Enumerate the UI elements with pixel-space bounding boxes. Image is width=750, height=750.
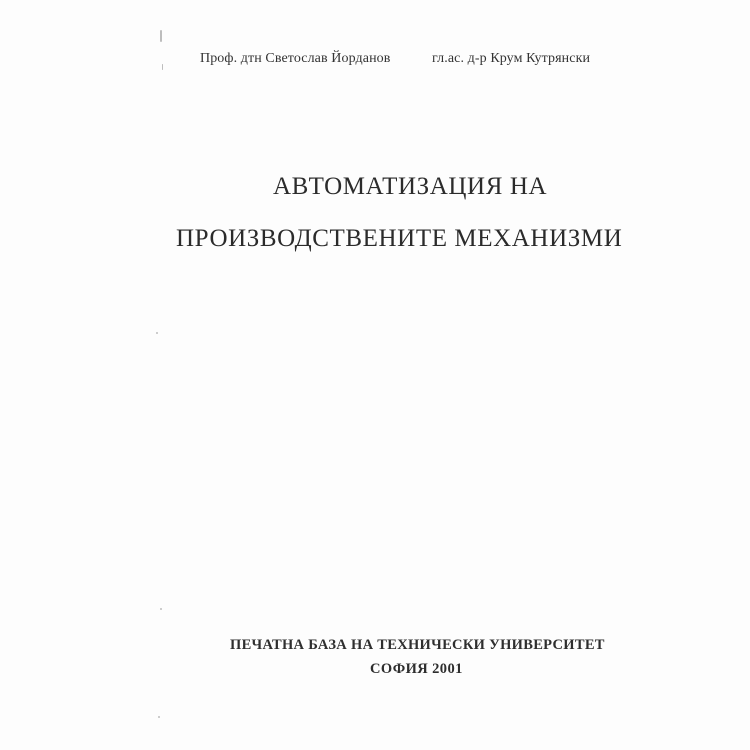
author-primary: Проф. дтн Светослав Йорданов bbox=[200, 51, 391, 66]
book-title-line-1: АВТОМАТИЗАЦИЯ НА bbox=[273, 173, 548, 200]
book-title-line-2: ПРОИЗВОДСТВЕНИТЕ МЕХАНИЗМИ bbox=[176, 225, 623, 252]
author-secondary: гл.ас. д-р Крум Кутрянски bbox=[432, 51, 591, 66]
scan-speck bbox=[156, 332, 158, 334]
publisher-name: ПЕЧАТНА БАЗА НА ТЕХНИЧЕСКИ УНИВЕРСИТЕТ bbox=[230, 637, 605, 653]
publication-place-year: СОФИЯ 2001 bbox=[370, 661, 463, 677]
scan-speck bbox=[162, 64, 163, 70]
scan-speck bbox=[160, 30, 162, 42]
scan-speck bbox=[160, 608, 162, 610]
scan-speck bbox=[158, 716, 160, 718]
